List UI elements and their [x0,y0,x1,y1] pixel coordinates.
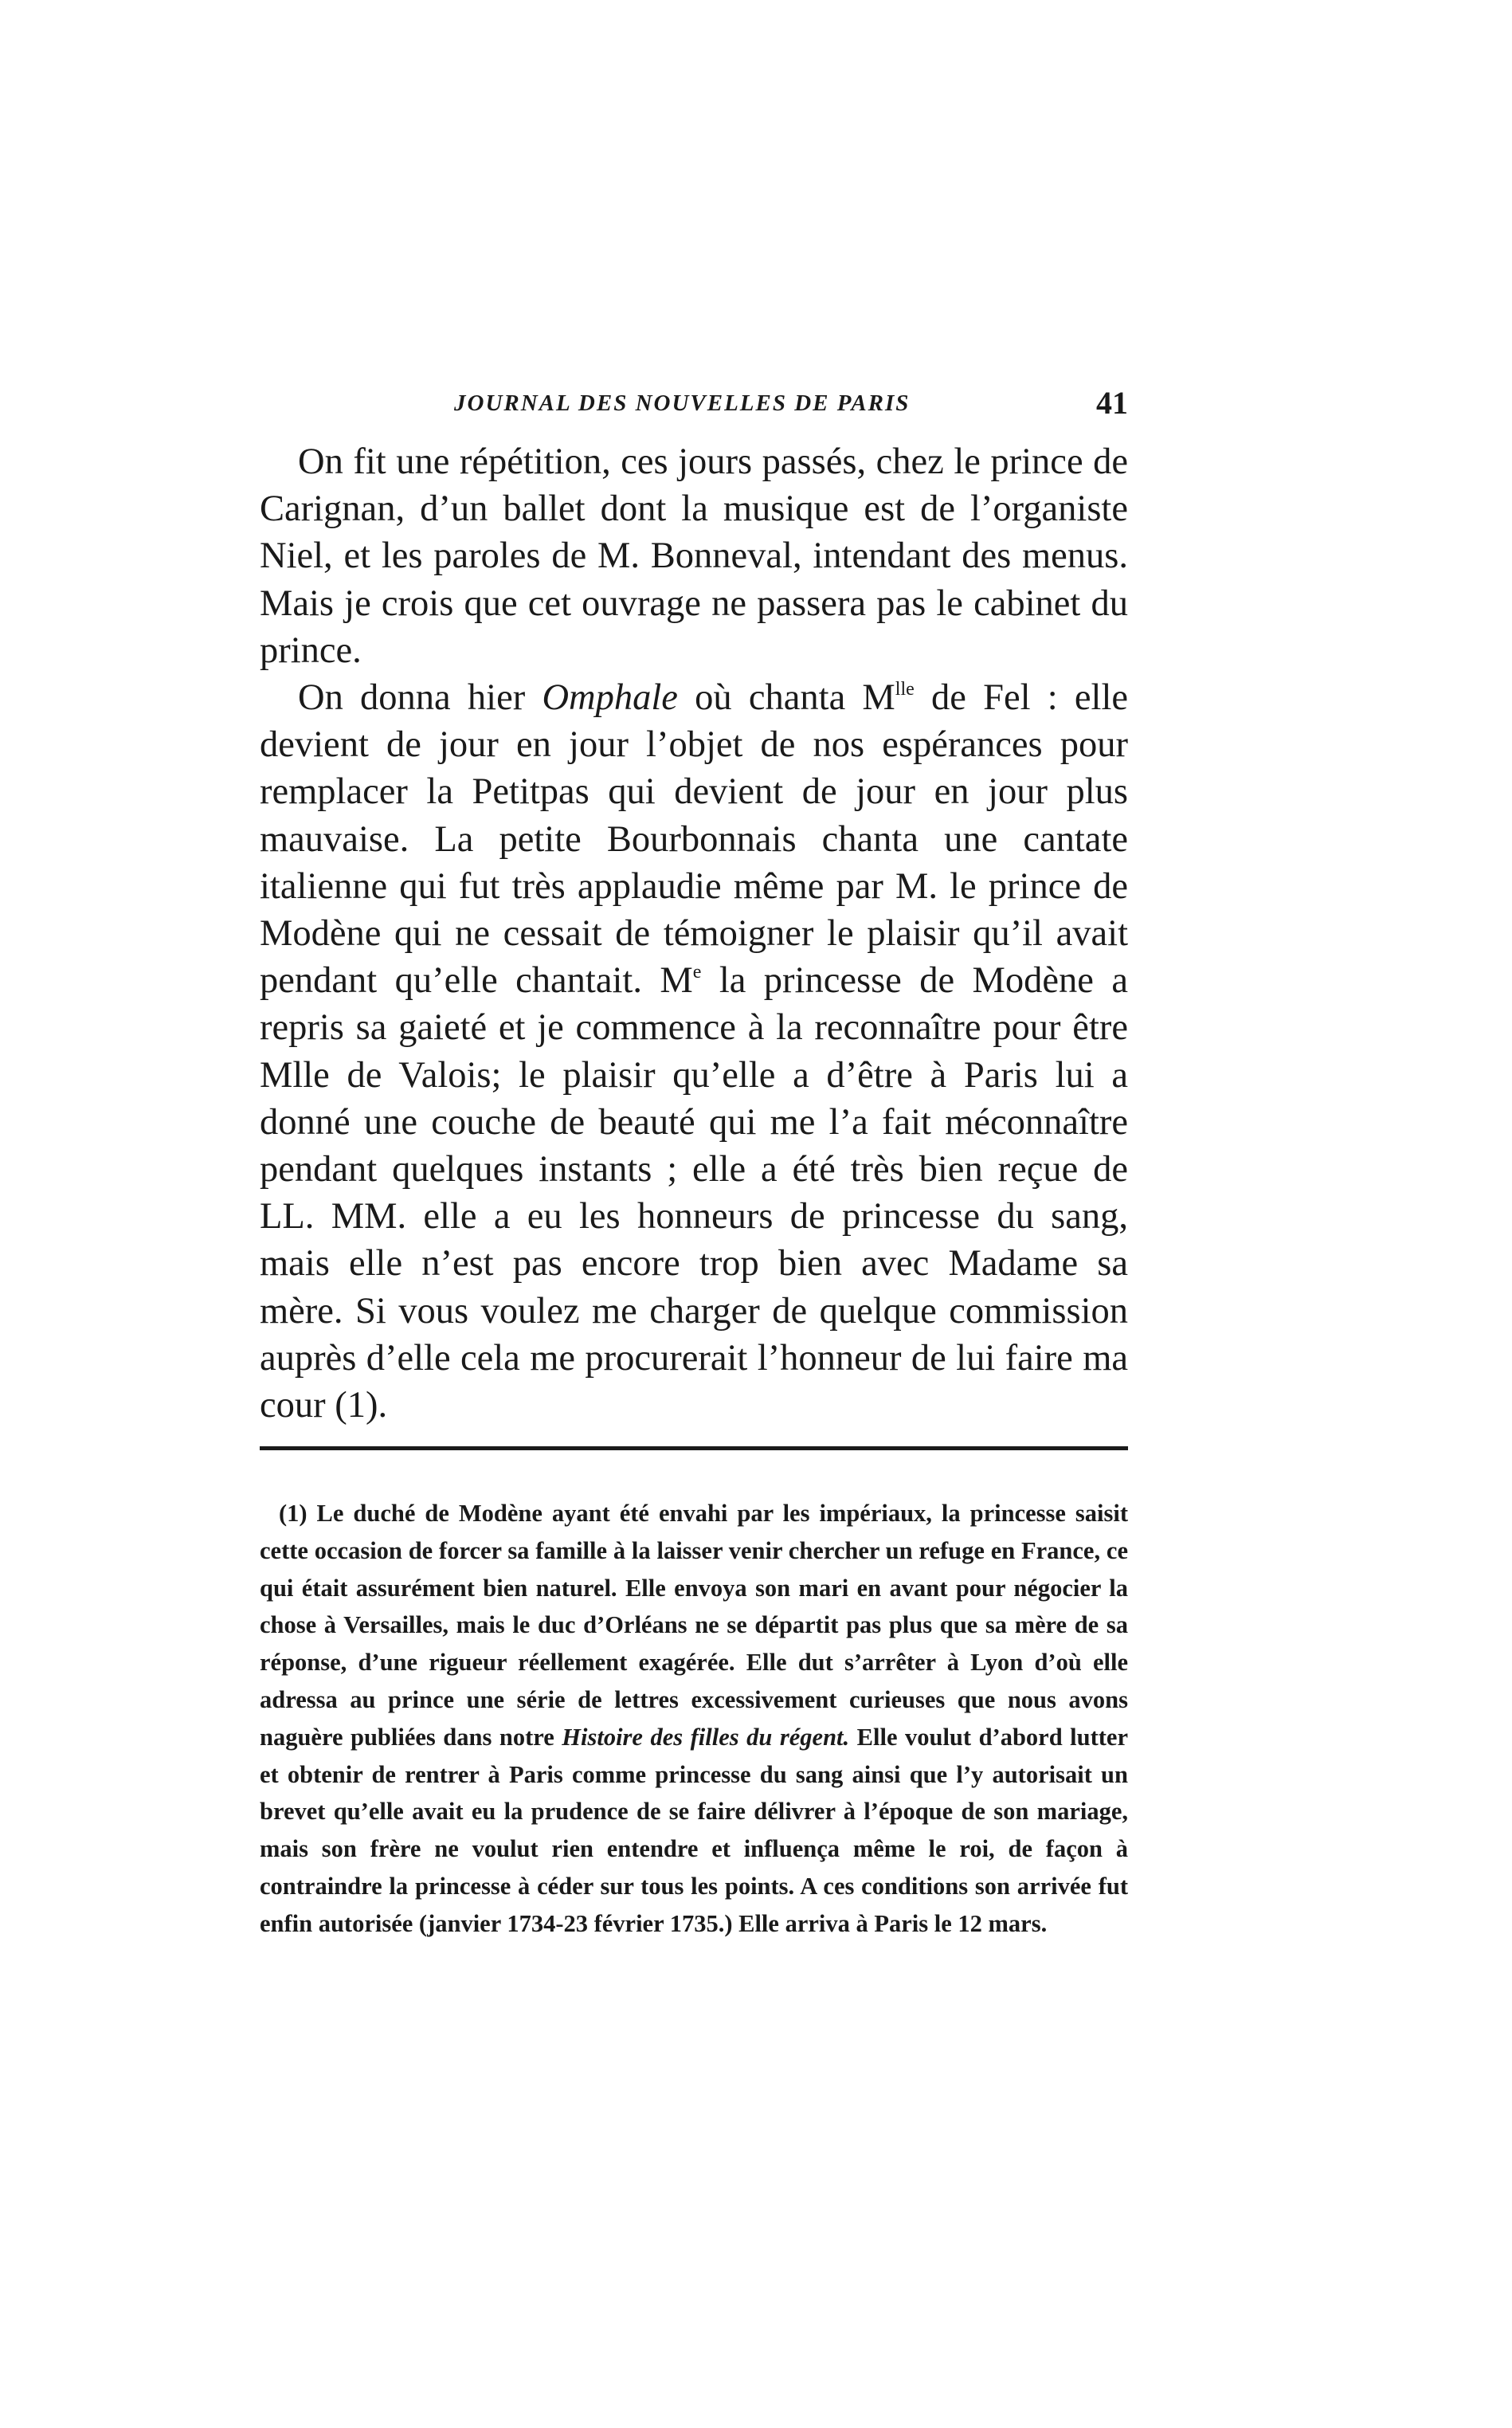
paragraph-carignan-ballet: On fit une répétition, ces jours passés, chez le prince de Carignan, d’un ballet dont la musique est de l’organiste Niel, et les paroles de M. Bonneval, intendant des menus. Mais je crois que cet ouvrage ne passera pas le cabinet du prince. [260,441,1128,671]
paragraph-omphale-middle: de Fel : elle devient de jour en jour l’objet de nos espérances pour remplacer la Petitpas qui devient de jour en jour plus mauvaise. La petite Bourbonnais chanta une cantate italienne qui fut très applaudie même par M. le prince de Modène qui ne cessait de témoigner le plaisir qu’il avait pendant qu’elle chantait. M [260,677,1129,1002]
paragraph-omphale [260,674,1128,1429]
running-head [260,384,1128,424]
superscript-lle: lle [895,679,915,700]
running-title: JOURNAL DES NOUVELLES DE PARIS [454,390,911,416]
page-number: 41 [1096,385,1128,421]
main-text [260,438,1128,1429]
footnote-end: Elle voulut d’abord lutter et obtenir de rentrer à Paris comme princesse du sang ainsi que l’y autorisait un brevet qu’elle avait eu la prudence de se faire délivrer à l’époque de son mariage, mais son frère ne voulut rien entendre et influença même le roi, de façon à contraindre la princesse à céder sur tous les points. A ces conditions son arrivée fut enfin autorisée (janvier 1734-23 février 1735.) Elle arriva à Paris le 12 mars. [260,1723,1128,1937]
footnote-text [260,1495,1128,1943]
superscript-e: e [692,962,702,983]
paragraph-omphale-text: où chanta M [677,677,895,719]
opera-title: Omphale [542,677,678,719]
footnote-separator [260,1446,1128,1450]
paragraph-omphale-start: On donna hier [298,677,543,719]
book-title: Histoire des filles du régent. [562,1723,850,1751]
footnote [260,1495,1128,1943]
paragraph-omphale-end: la princesse de Modène a repris sa gaieté et je commence à la reconnaître pour être Mlle de Valois; le plaisir qu’elle a d’être à Paris lui a donné une couche de beauté qui me l’a fait méconnaître pendant quelques instants ; elle a été très bien reçue de LL. MM. elle a eu les honneurs de princesse du sang, mais elle n’est pas encore trop bien avec Madame sa mère. Si vous voulez me charger de quelque commission auprès d’elle cela me procurerait l’honneur de lui faire ma cour (1). [260,960,1128,1426]
footnote-start: (1) Le duché de Modène ayant été envahi par les impériaux, la princesse saisit cette occasion de forcer sa famille à la laisser venir chercher un refuge en France, ce qui était assurément bien naturel. Elle envoya son mari en avant pour négocier la chose à Versailles, mais le duc d’Orléans ne se départit pas plus que sa mère de sa réponse, d’une rigueur réellement exagérée. Elle dut s’arrêter à Lyon d’où elle adressa au prince une série de lettres excessivement curieuses que nous avons naguère publiées dans notre [260,1500,1128,1751]
